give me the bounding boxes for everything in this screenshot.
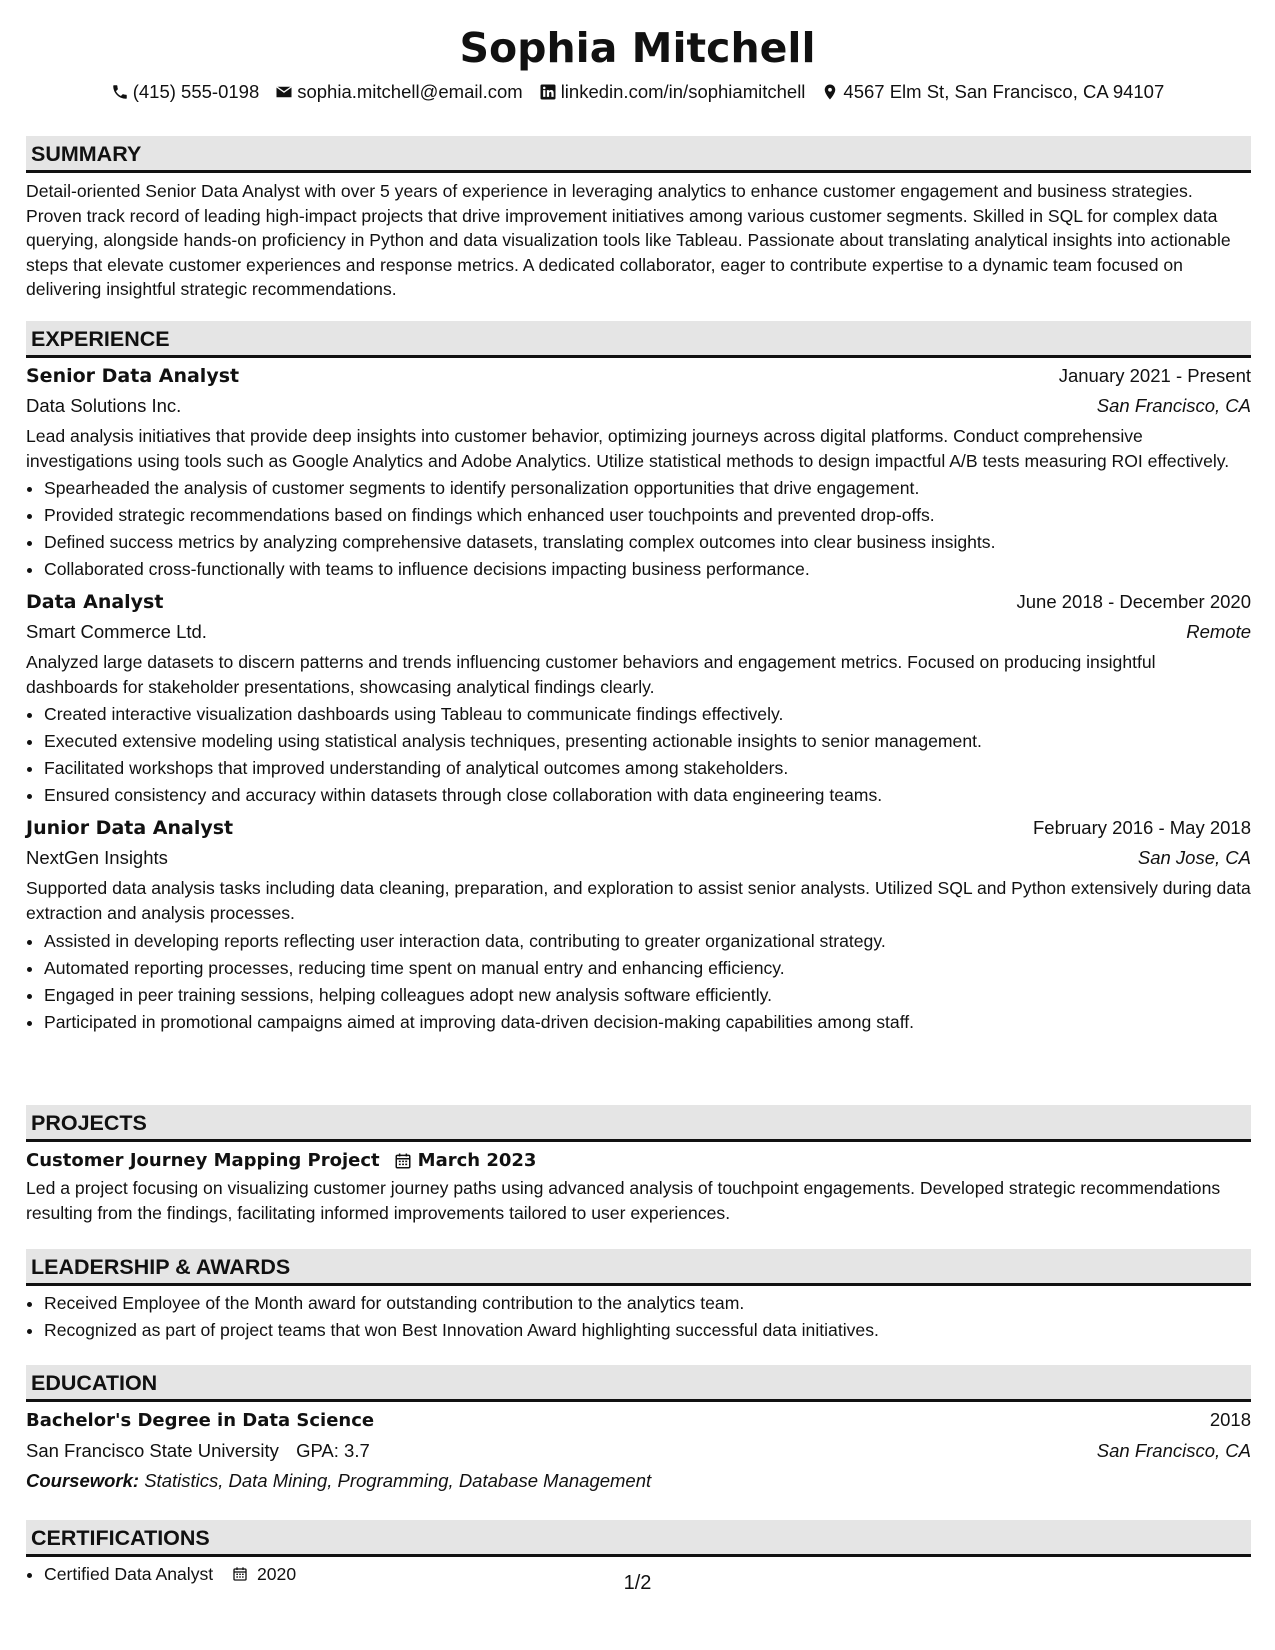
job-dates: February 2016 - May 2018: [1032, 817, 1251, 839]
projects-section: [26, 1105, 1251, 1225]
job-location: Remote: [1186, 621, 1251, 643]
list-item: • Spearheaded the analysis of customer segments to identify personalization opportunities that drive engagement.: [44, 475, 1251, 502]
certification-year: 2020: [256, 1564, 297, 1584]
job-description: Lead analysis initiatives that provide deep insights into customer behavior, optimizing journeys across digital platforms. Conduct comprehensive investigations using tools such as Google Analytics and Adobe Analytics. Utilize statistical methods to design impactful A/B tests measuring ROI effectively.: [26, 426, 1230, 471]
job-entry: [26, 813, 1251, 1035]
list-item: • Participated in promotional campaigns aimed at improving data-driven decision-making capabilities among staff.: [44, 1009, 1251, 1036]
job-entry: [26, 587, 1251, 809]
coursework-label: Coursework:: [26, 1470, 140, 1491]
job-description: Supported data analysis tasks including data cleaning, preparation, and exploration to assist senior analysts. Utilized SQL and Python extensively during data extraction and analysis processes.: [26, 878, 1251, 923]
job-description: Analyzed large datasets to discern patterns and trends influencing customer behaviors and engagement metrics. Focused on producing insightful dashboards for stakeholder presentations, showcasing analytical findings clearly.: [26, 652, 1156, 697]
linkedin-text[interactable]: linkedin.com/in/sophiamitchell: [560, 81, 806, 102]
project-description: Led a project focusing on visualizing customer journey paths using advanced analysis of touchpoint engagements. Developed strategic recommendations resulting from the findings, facilitating informed improvements tailored to user experiences.: [26, 1178, 1221, 1223]
list-item: • Facilitated workshops that improved understanding of analytical outcomes among stakeholders.: [44, 755, 1251, 782]
map-pin-icon: [821, 83, 839, 101]
leadership-bullets: [26, 1290, 1251, 1344]
list-item: • Engaged in peer training sessions, helping colleagues adopt new analysis software efficiently.: [44, 982, 1251, 1009]
list-item: • Recognized as part of project teams that won Best Innovation Award highlighting successful data initiatives.: [44, 1317, 1251, 1344]
school-location: San Francisco, CA: [1096, 1440, 1251, 1461]
section-heading: PROJECTS: [26, 1105, 1251, 1142]
address-text: 4567 Elm St, San Francisco, CA 94107: [843, 81, 1165, 102]
education-section: [26, 1365, 1251, 1496]
coursework-text: Statistics, Data Mining, Programming, Database Management: [144, 1470, 652, 1491]
summary-section: [26, 136, 1251, 302]
project-title: Customer Journey Mapping Project: [26, 1150, 380, 1171]
page-number: 1/2: [623, 1572, 652, 1594]
section-heading: SUMMARY: [26, 136, 1251, 173]
list-item: • Ensured consistency and accuracy within datasets through close collaboration with data engineering teams.: [44, 782, 1251, 809]
section-heading: LEADERSHIP & AWARDS: [26, 1249, 1251, 1286]
job-bullets: [26, 701, 1251, 809]
job-bullets: [26, 475, 1251, 583]
experience-section: [26, 321, 1251, 1036]
section-heading: EXPERIENCE: [26, 321, 1251, 358]
school-line: [26, 1436, 370, 1466]
gpa: GPA: 3.7: [296, 1440, 370, 1461]
project-date: March 2023: [417, 1150, 537, 1171]
leadership-section: [26, 1249, 1251, 1344]
envelope-icon: [275, 83, 293, 101]
graduation-year: 2018: [1209, 1409, 1251, 1430]
contact-phone: [111, 80, 260, 104]
contact-bar: [0, 80, 1275, 104]
phone-icon: [111, 83, 129, 101]
list-item: • Automated reporting processes, reducing time spent on manual entry and enhancing efficiency.: [44, 955, 1251, 982]
job-company: Smart Commerce Ltd.: [26, 621, 207, 643]
job-company: NextGen Insights: [26, 847, 168, 869]
contact-linkedin[interactable]: [539, 80, 806, 104]
certification-name: Certified Data Analyst: [44, 1564, 214, 1584]
degree-title: Bachelor's Degree in Data Science: [26, 1410, 375, 1431]
job-title: Senior Data Analyst: [26, 365, 240, 387]
job-title: Data Analyst: [26, 591, 164, 614]
list-item: • Received Employee of the Month award for outstanding contribution to the analytics team.: [44, 1290, 1251, 1317]
section-heading: CERTIFICATIONS: [26, 1520, 1251, 1557]
job-location: San Francisco, CA: [1096, 395, 1251, 416]
job-entry: [26, 361, 1251, 583]
list-item: • Collaborated cross-functionally with teams to influence decisions impacting business performance.: [44, 556, 1251, 583]
job-company: Data Solutions Inc.: [26, 395, 182, 416]
coursework-line: [26, 1466, 1251, 1496]
candidate-name: Sophia Mitchell: [459, 24, 816, 72]
phone-text: (415) 555-0198: [132, 81, 260, 102]
list-item: • Executed extensive modeling using statistical analysis techniques, presenting actionable insights to senior management.: [44, 728, 1251, 755]
job-location: San Jose, CA: [1137, 847, 1251, 869]
list-item: • Defined success metrics by analyzing comprehensive datasets, translating complex outcomes into clear business insights.: [44, 529, 1251, 556]
job-title: Junior Data Analyst: [26, 817, 234, 840]
section-heading: EDUCATION: [26, 1365, 1251, 1402]
job-bullets: [26, 928, 1251, 1036]
list-item: • Assisted in developing reports reflecting user interaction data, contributing to greater organizational strategy.: [44, 928, 1251, 955]
school-name: San Francisco State University: [26, 1440, 279, 1461]
linkedin-icon: [539, 83, 557, 101]
email-text[interactable]: sophia.mitchell@email.com: [297, 81, 523, 102]
job-dates: January 2021 - Present: [1058, 365, 1251, 386]
contact-address: [821, 80, 1164, 104]
contact-email[interactable]: [275, 80, 522, 104]
list-item: • Provided strategic recommendations based on findings which enhanced user touchpoints and prevented drop-offs.: [44, 502, 1251, 529]
summary-text: Detail-oriented Senior Data Analyst with over 5 years of experience in leveraging analytics to enhance customer engagement and business strategies. Proven track record of leading high-impact projects that drive improvement initiatives among various customer segments. Skilled in SQL for complex data querying, alongside hands-on proficiency in Python and data visualization tools like Tableau. Passionate about translating analytical insights into actionable steps that elevate customer experiences and response metrics. A dedicated collaborator, eager to contribute expertise to a dynamic team focused on delivering insightful strategic recommendations.: [26, 181, 1231, 300]
project-title-row: [26, 1146, 1251, 1176]
calendar-icon: [394, 1152, 412, 1170]
job-dates: June 2018 - December 2020: [1016, 591, 1251, 613]
list-item: • Created interactive visualization dashboards using Tableau to communicate findings effectively.: [44, 701, 1251, 728]
